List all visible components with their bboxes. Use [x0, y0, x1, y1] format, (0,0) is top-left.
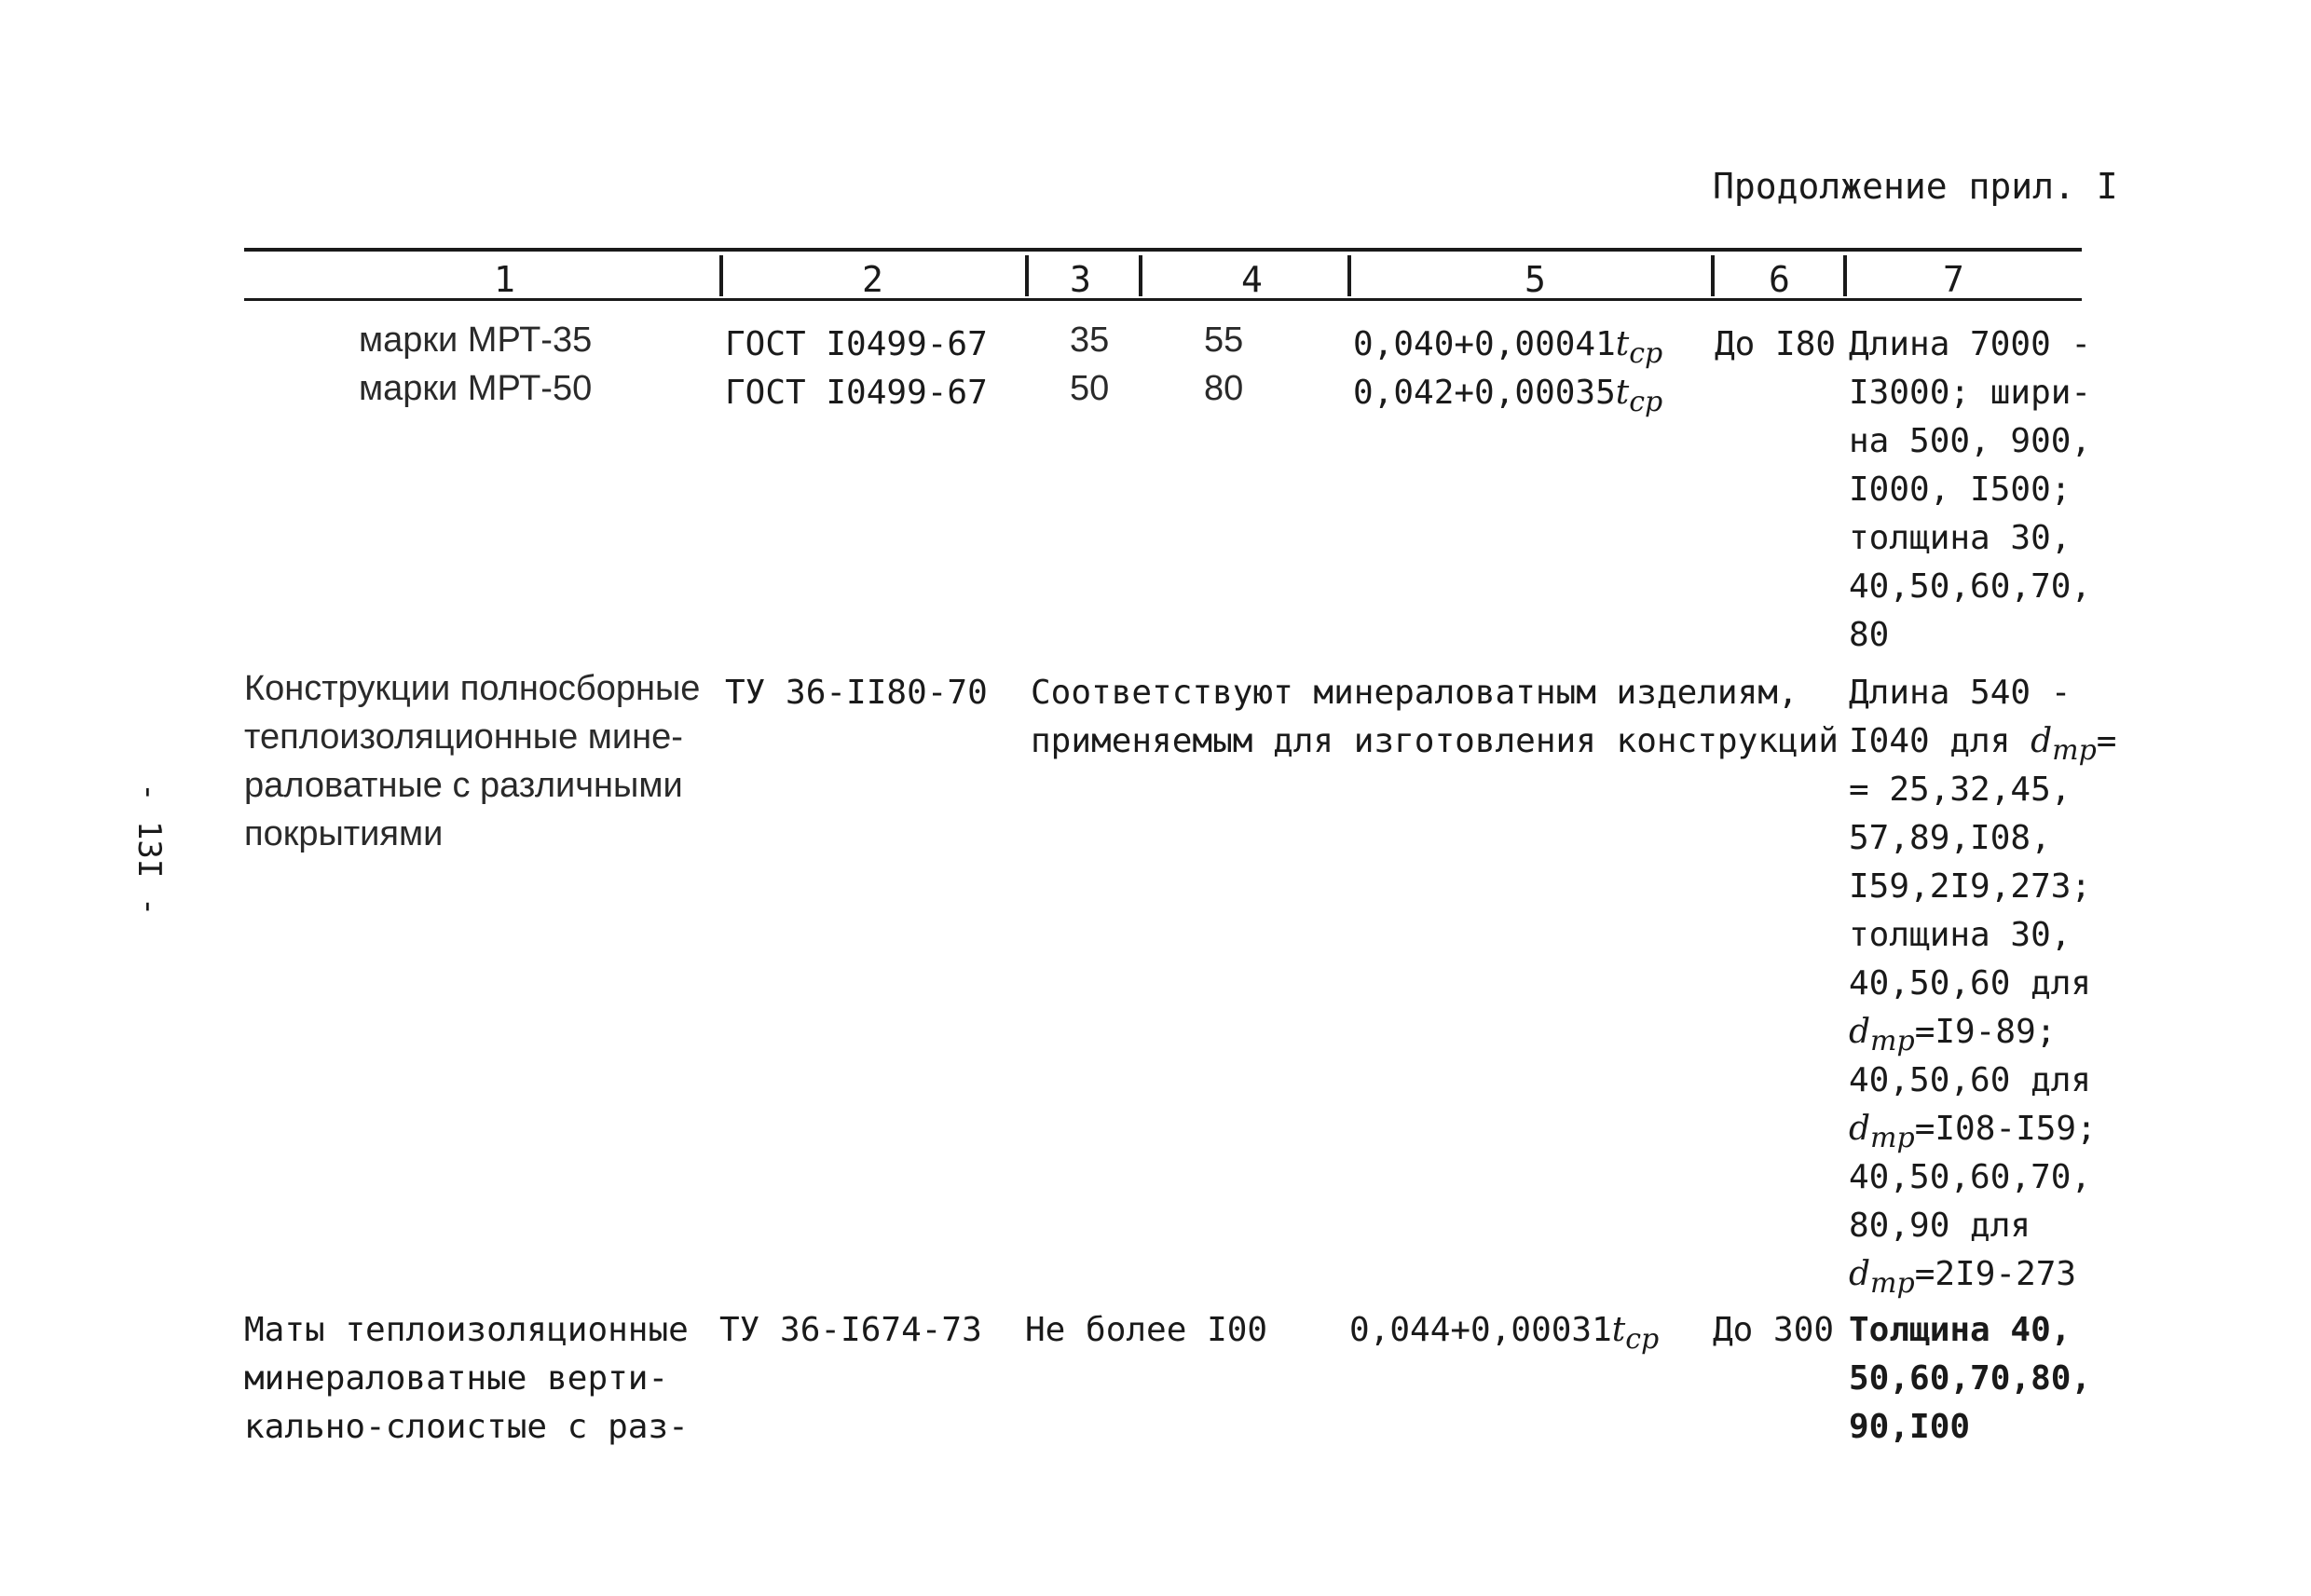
row2-col1-line: покрытиями — [244, 814, 444, 853]
row2-col7-line: $d_{тр}=2I9-273$ — [1849, 1255, 2077, 1301]
column-number-2: 2 — [862, 259, 883, 300]
continuation-label: Продолжение прил. I — [1713, 166, 2118, 207]
row1-col4-line2: 80 — [1204, 369, 1244, 408]
row1-col7-line: 80 — [1849, 616, 1890, 654]
row1-col7-line: на 500, 900, — [1849, 422, 2092, 460]
row2-col7-line: 40,50,60 для — [1849, 964, 2092, 1003]
header-divider — [719, 255, 723, 296]
row1-col7-line: толщина 30, — [1849, 519, 2072, 557]
row2-col7-line: $d_{тр}=I9-89$; — [1849, 1013, 2057, 1058]
row1-col2-line2: ГОСТ I0499-67 — [725, 374, 988, 412]
row3-col7-line: Толщина 40, — [1849, 1311, 2072, 1349]
row1-col7-line: I000, I500; — [1849, 471, 2072, 509]
row2-col7-line: 40,50,60,70, — [1849, 1158, 2092, 1196]
row3-col1-line: кально-слоистые с раз- — [244, 1408, 689, 1446]
row3-col7-line: 90,I00 — [1849, 1408, 1971, 1446]
header-divider — [1843, 255, 1847, 296]
row1-col7-line: Длина 7000 - — [1849, 325, 2092, 363]
row2-col2: ТУ 36-II80-70 — [725, 674, 988, 712]
row2-col7-line: 40,50,60 для — [1849, 1061, 2092, 1099]
column-number-4: 4 — [1241, 259, 1263, 300]
row1-col7-line: 40,50,60,70, — [1849, 567, 2092, 606]
header-divider — [1711, 255, 1715, 296]
table-header-rule — [244, 298, 2082, 301]
row1-col4-line1: 55 — [1204, 321, 1244, 360]
row2-col3to6-line: Соответствуют минераловатным изделиям, — [1031, 674, 1798, 712]
row1-col6: До I80 — [1715, 325, 1837, 363]
column-number-5: 5 — [1525, 259, 1546, 300]
row1-col5-line1: $0,040+0,00041t_{ср}$ — [1353, 325, 1663, 371]
row2-col7-line: $d_{тр}=I08-I59$; — [1849, 1110, 2097, 1155]
column-number-3: 3 — [1070, 259, 1091, 300]
row3-col3: Не более I00 — [1025, 1311, 1268, 1349]
row1-col5-line2: $0,042+0,00035t_{ср}$ — [1353, 374, 1663, 419]
table-top-rule — [244, 248, 2082, 252]
row1-col1-line2: марки МРТ-50 — [359, 369, 593, 408]
column-number-1: 1 — [494, 259, 515, 300]
row2-col7-line: I59,2I9,273; — [1849, 867, 2092, 906]
column-number-6: 6 — [1769, 259, 1790, 300]
row2-col7-line: 57,89,I08, — [1849, 819, 2051, 857]
row2-col3to6-line: применяемым для изготовления конструкций — [1031, 722, 1839, 760]
row2-col7-line: = 25,32,45, — [1849, 771, 2072, 809]
row3-col1-line: минераловатные верти- — [244, 1359, 669, 1398]
row3-col7-line: 50,60,70,80, — [1849, 1359, 2092, 1398]
row1-col3-line2: 50 — [1070, 369, 1110, 408]
row2-col7-line: 80,90 для — [1849, 1207, 2031, 1245]
row2-col1-line: Конструкции полносборные — [244, 669, 701, 708]
row3-col2: ТУ 36-I674-73 — [719, 1311, 982, 1349]
row1-col7-line: I3000; шири- — [1849, 374, 2092, 412]
row1-col1-line1: марки МРТ-35 — [359, 321, 593, 360]
row2-col7-line: Длина 540 - — [1849, 674, 2072, 712]
row1-col2-line1: ГОСТ I0499-67 — [725, 325, 988, 363]
row2-col7-line: I040 для $d_{тр}=$ — [1849, 722, 2117, 768]
header-divider — [1139, 255, 1142, 296]
row2-col1-line: раловатные с различными — [244, 766, 683, 805]
page-number: - 13I - — [130, 783, 168, 917]
row3-col1-line: Маты теплоизоляционные — [244, 1311, 689, 1349]
column-number-7: 7 — [1943, 259, 1964, 300]
header-divider — [1347, 255, 1351, 296]
row3-col6: До 300 — [1713, 1311, 1835, 1349]
row2-col1-line: теплоизоляционные мине- — [244, 717, 683, 757]
header-divider — [1025, 255, 1029, 296]
row1-col3-line1: 35 — [1070, 321, 1110, 360]
row3-col5: $0,044+0,00031t_{ср}$ — [1349, 1311, 1660, 1357]
row2-col7-line: толщина 30, — [1849, 916, 2072, 954]
